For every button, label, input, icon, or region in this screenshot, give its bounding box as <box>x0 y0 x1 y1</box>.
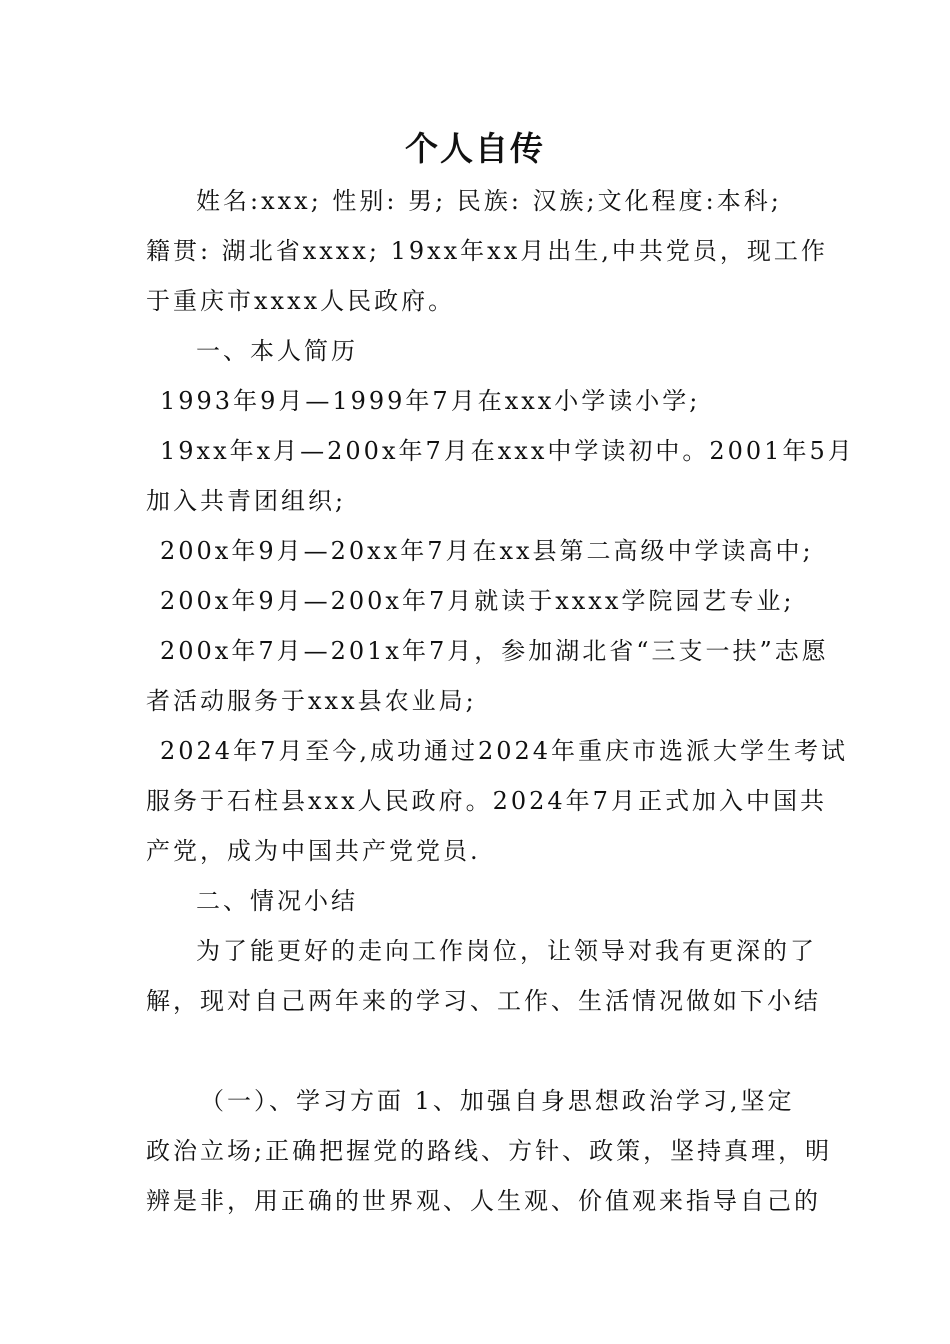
text-line: 姓名:xxx; 性别: 男; 民族: 汉族;文化程度:本科; <box>196 187 782 215</box>
section-heading: 一、本人简历 <box>196 337 358 365</box>
text-line: 服务于石柱县xxx人民政府。2024年7月正式加入中国共 <box>146 787 827 815</box>
text-line: 2024年7月至今,成功通过2024年重庆市选派大学生考试 <box>160 737 849 765</box>
text-line: 解，现对自己两年来的学习、工作、生活情况做如下小结 <box>146 987 821 1015</box>
subsection-line: （一）、学习方面 1、加强自身思想政治学习,坚定 <box>200 1087 795 1115</box>
text-line: 产党，成为中国共产党党员. <box>146 837 481 865</box>
text-line: 辨是非，用正确的世界观、人生观、价值观来指导自己的 <box>146 1187 821 1215</box>
text-line: 籍贯: 湖北省xxxx; 19xx年xx月出生,中共党员，现工作 <box>146 237 828 265</box>
text-line: 200x年7月—201x年7月，参加湖北省“三支一扶”志愿 <box>160 637 829 665</box>
text-line: 200x年9月—200x年7月就读于xxxx学院园艺专业; <box>160 587 795 615</box>
text-line: 为了能更好的走向工作岗位，让领导对我有更深的了 <box>196 937 817 965</box>
text-line: 者活动服务于xxx县农业局; <box>146 687 477 715</box>
document-title: 个人自传 <box>405 129 545 168</box>
text-line: 1993年9月—1999年7月在xxx小学读小学; <box>160 387 701 415</box>
text-line: 于重庆市xxxx人民政府。 <box>146 287 456 315</box>
text-line: 政治立场;正确把握党的路线、方针、政策，坚持真理，明 <box>146 1137 833 1165</box>
text-line: 19xx年x月—200x年7月在xxx中学读初中。2001年5月 <box>160 437 855 465</box>
section-heading: 二、情况小结 <box>196 887 358 915</box>
text-line: 加入共青团组织; <box>146 487 347 515</box>
text-line: 200x年9月—20xx年7月在xx县第二高级中学读高中; <box>160 537 814 565</box>
